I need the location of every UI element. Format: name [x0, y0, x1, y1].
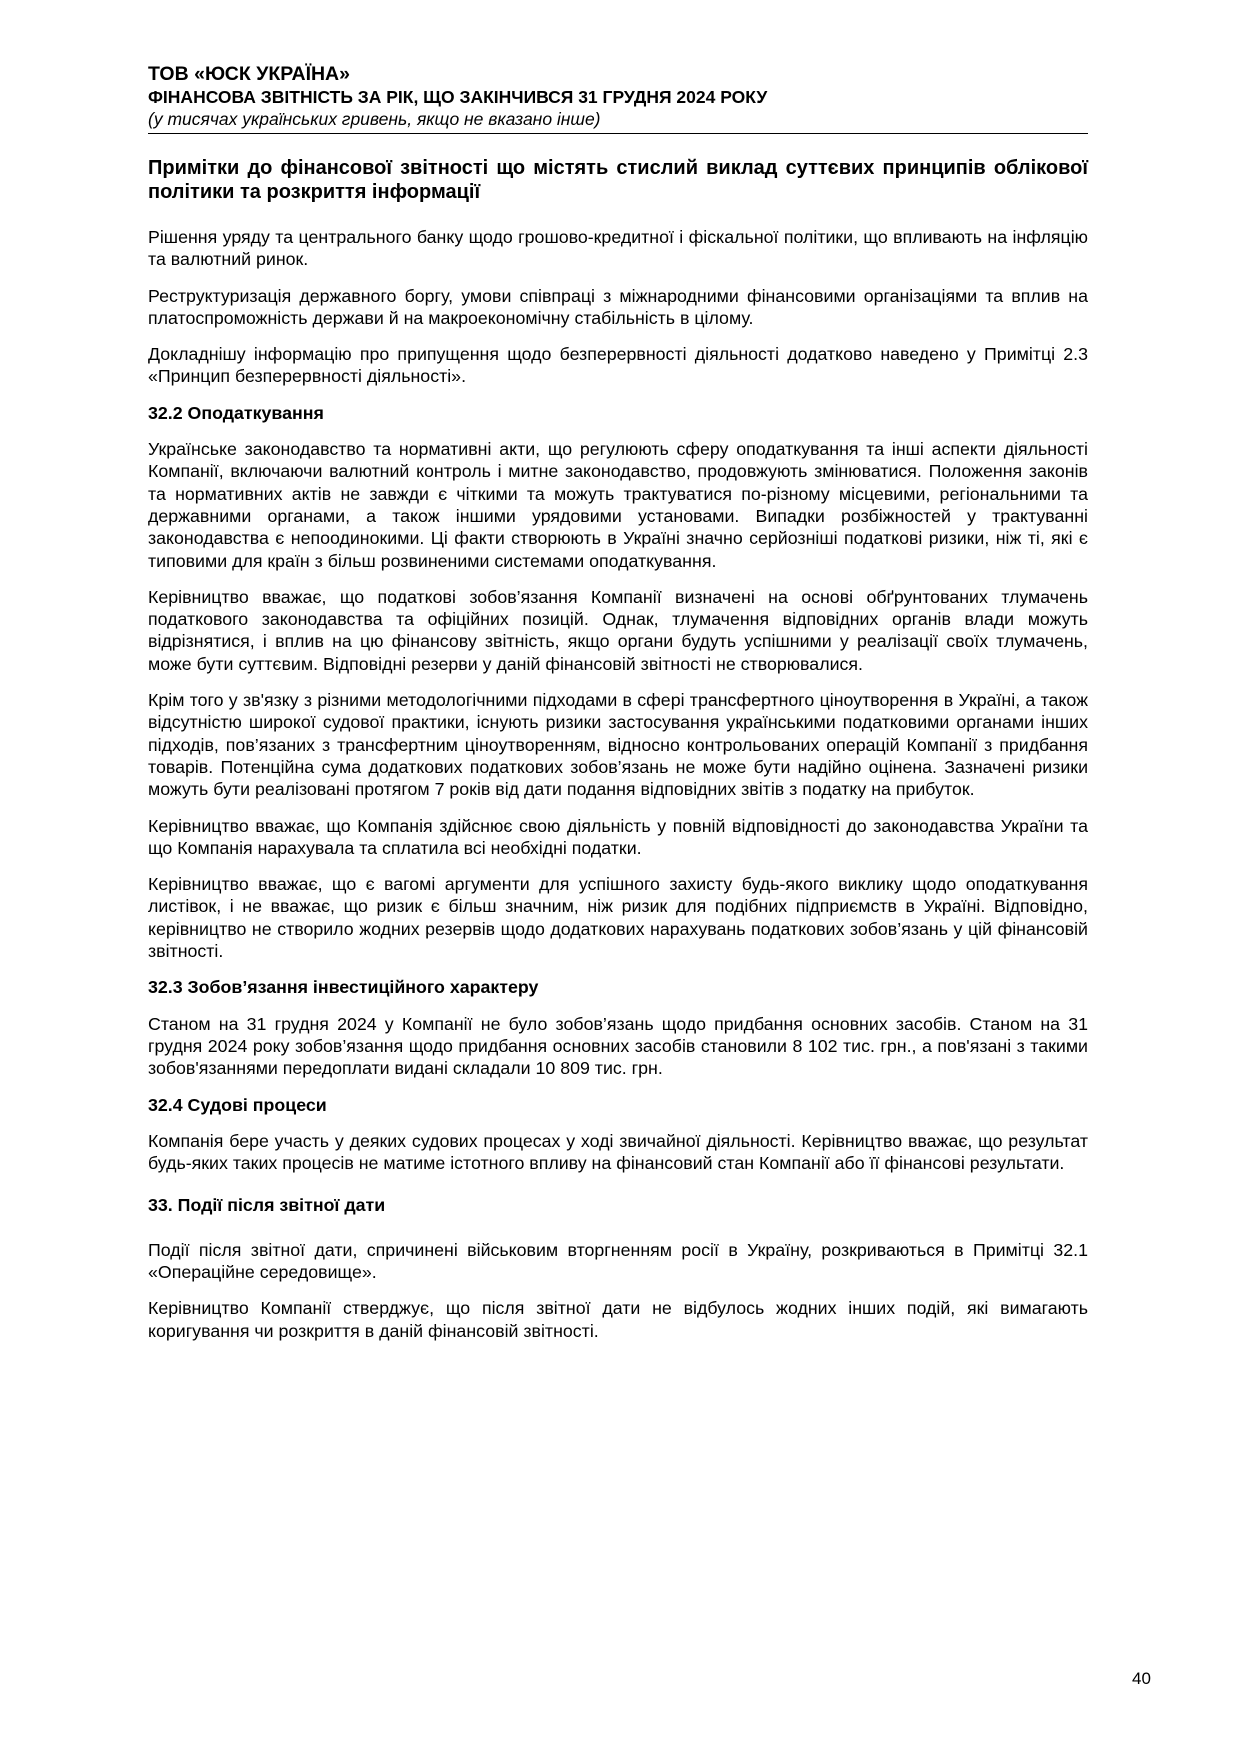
- section-investment-commitments: [148, 976, 1088, 1079]
- page-header: [148, 62, 1088, 134]
- company-name: ТОВ «ЮСК УКРАЇНА»: [148, 63, 350, 85]
- paragraph: Події після звітної дати, спричинені військовим вторгненням росії в Україну, розкриваються в Примітці 32.1 «Операційне середовище».: [148, 1239, 1088, 1282]
- section-taxation: [148, 402, 1088, 963]
- section-heading: 32.3 Зобов’язання інвестиційного характеру: [148, 977, 539, 998]
- notes-title: Примітки до фінансової звітності що містять стислий виклад суттєвих принципів облікової політики та розкриття інформації: [148, 157, 1088, 203]
- paragraph: Керівництво вважає, що податкові зобов’язання Компанії визначені на основі обґрунтованих тлумачень податкового законодавства та офіційних позицій. Однак, тлумачення відповідних органів влади можуть відрізнятися, і вплив на цю фінансову звітність, якщо органи будуть успішними у реалізації своїх тлумачень, може бути суттєвим. Відповідні резерви у даній фінансовій звітності не створювалися.: [148, 586, 1088, 674]
- paragraph: Рішення уряду та центрального банку щодо грошово-кредитної і фіскальної політики, що впливають на інфляцію та валютний ринок.: [148, 227, 1088, 270]
- section-legal-proceedings: [148, 1094, 1088, 1175]
- paragraph: Керівництво вважає, що Компанія здійснює свою діяльність у повній відповідності до законодавства України та що Компанія нарахувала та сплатила всі необхідні податки.: [148, 815, 1088, 858]
- document-page: [148, 62, 1088, 1356]
- paragraph: Крім того у зв'язку з різними методологічними підходами в сфері трансфертного ціноутворення в Україні, а також відсутністю широкої судової практики, існують ризики застосування українськими податковими органами інших підходів, пов’язаних з трансфертним ціноутворенням, відносно контрольованих операцій Компанії з придбання товарів. Потенційна сума додаткових податкових зобов’язань не може бути надійно оцінена. Зазначені ризики можуть бути реалізовані протягом 7 років від дати подання відповідних звітів з податку на прибуток.: [148, 690, 1088, 800]
- section-heading: 32.4 Судові процеси: [148, 1094, 327, 1115]
- paragraph: Станом на 31 грудня 2024 у Компанії не було зобов’язань щодо придбання основних засобів. Станом на 31 грудня 2024 року зобов’язання щодо придбання основних засобів становили 8 102 тис. грн., а пов'язані з такими зобов'язаннями передоплати видані складали 10 809 тис. грн.: [148, 1013, 1088, 1079]
- paragraph: Керівництво Компанії стверджує, що після звітної дати не відбулось жодних інших подій, які вимагають коригування чи розкриття в даній фінансовій звітності.: [148, 1298, 1088, 1341]
- report-title: ФІНАНСОВА ЗВІТНІСТЬ ЗА РІК, ЩО ЗАКІНЧИВСЯ 31 ГРУДНЯ 2024 РОКУ: [148, 87, 768, 107]
- section-heading: 32.2 Оподаткування: [148, 402, 324, 423]
- paragraph: Керівництво вважає, що є вагомі аргументи для успішного захисту будь-якого виклику щодо оподаткування листівок, і не вважає, що ризик є більш значним, ніж ризик для подібних підприємств в Україні. Відповідно, керівництво не створило жодних резервів щодо додаткових нарахувань податкових зобов’язань у цій фінансовій звітності.: [148, 874, 1088, 962]
- paragraph: Реструктуризація державного боргу, умови співпраці з міжнародними фінансовими організаціями та вплив на платоспроможність держави й на макроекономічну стабільність в цілому.: [148, 285, 1088, 328]
- paragraph: Українське законодавство та нормативні акти, що регулюють сферу оподаткування та інші аспекти діяльності Компанії, включаючи валютний контроль і митне законодавство, продовжують змінюватися. Положення законів та нормативних актів не завжди є чіткими та можуть трактуватися по-різному місцевими, регіональними та державними органами, а також іншими урядовими установами. Випадки розбіжностей у трактуванні законодавства є непоодинокими. Ці факти створюють в Україні значно серйозніші податкові ризики, ніж ті, які є типовими для країн з більш розвиненими системами оподаткування.: [148, 439, 1088, 571]
- section-heading: 33. Події після звітної дати: [148, 1195, 386, 1216]
- section-subsequent-events: [148, 1194, 1088, 1341]
- page-number: 40: [1132, 1669, 1151, 1688]
- paragraph: Докладнішу інформацію про припущення щодо безперервності діяльності додатково наведено у Примітці 2.3 «Принцип безперервності діяльності».: [148, 344, 1088, 387]
- intro-block: [148, 226, 1088, 388]
- paragraph: Компанія бере участь у деяких судових процесах у ході звичайної діяльності. Керівництво вважає, що результат будь-яких таких процесів не матиме істотного впливу на фінансовий стан Компанії або її фінансові результати.: [148, 1130, 1088, 1174]
- units-note: (у тисячах українських гривень, якщо не вказано інше): [148, 108, 1088, 134]
